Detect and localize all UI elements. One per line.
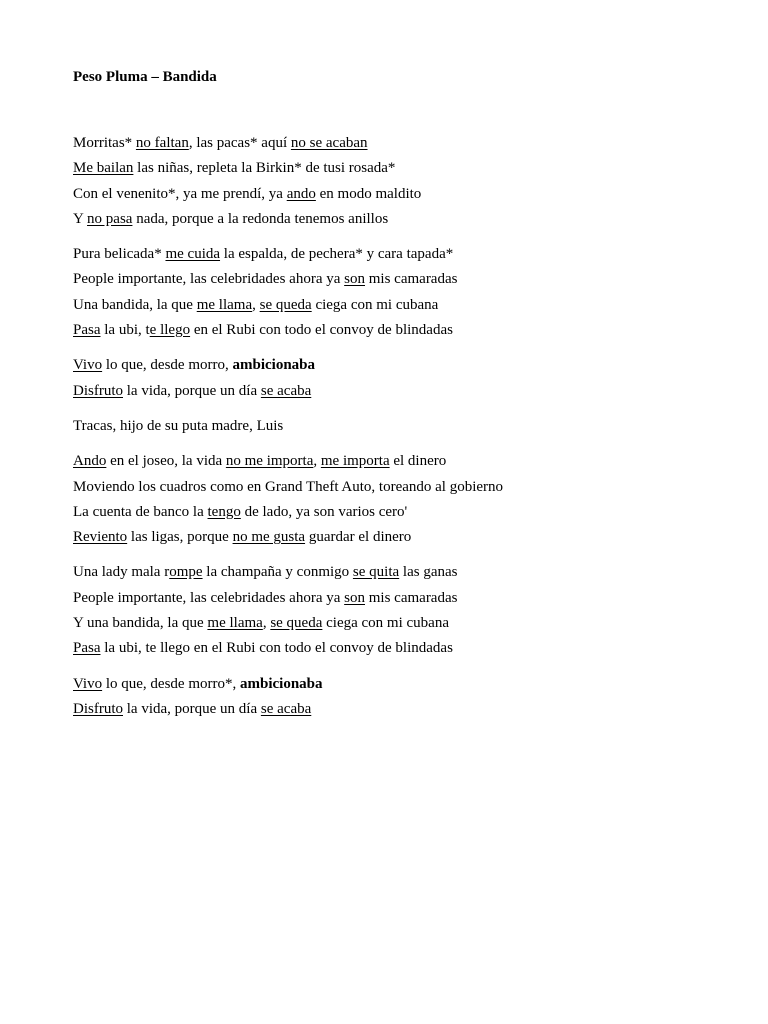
underlined-text: Ando: [73, 453, 107, 470]
text-segment: La cuenta de banco la: [73, 503, 208, 520]
text-segment: en el Rubi con todo el convoy de blindadas: [190, 322, 453, 339]
text-segment: ciega con mi cubana: [311, 296, 439, 313]
lyric-line: [73, 697, 713, 722]
text-segment: ,: [252, 296, 260, 313]
underlined-text: Me bailan: [73, 160, 134, 177]
stanza: [73, 242, 713, 343]
stanza: [73, 353, 713, 404]
lyric-line: [73, 636, 713, 661]
text-segment: mis camaradas: [365, 271, 458, 288]
text-segment: en modo maldito: [315, 185, 422, 202]
underlined-text: Vivo: [73, 675, 103, 692]
bold-text: ambicionaba: [232, 357, 316, 374]
underlined-text: no me importa: [225, 453, 314, 470]
underlined-text: son: [344, 589, 365, 606]
text-segment: ciega con mi cubana: [322, 615, 449, 632]
text-segment: ,: [262, 615, 271, 632]
lyric-line: [73, 475, 713, 500]
text-segment: la vida, porque un día: [123, 700, 261, 717]
lyric-line: [73, 131, 713, 156]
underlined-text: no me gusta: [232, 529, 306, 546]
text-segment: la ubi, te llego en el Rubi con todo el convoy de blindadas: [100, 640, 453, 657]
text-segment: Una lady mala r: [73, 564, 170, 581]
text-segment: guardar el dinero: [305, 529, 412, 546]
text-segment: lo que, desde morro*,: [102, 675, 240, 692]
underlined-text: no pasa: [87, 210, 133, 227]
text-segment: la champaña y conmigo: [202, 564, 353, 581]
text-segment: la espalda, de pechera* y cara tapada*: [220, 246, 454, 263]
stanza: [73, 672, 713, 723]
stanza: [73, 449, 713, 550]
text-segment: nada, porque a la redonda tenemos anillos: [132, 210, 389, 227]
underlined-text: son: [344, 271, 365, 288]
text-segment: la ubi, t: [100, 322, 150, 339]
text-segment: Y una bandida, la que: [73, 615, 208, 632]
text-segment: el dinero: [389, 453, 447, 470]
lyric-line: [73, 156, 713, 181]
lyric-line: [73, 182, 713, 207]
lyric-line: [73, 267, 713, 292]
text-segment: Una bandida, la que: [73, 296, 197, 313]
document-title: Peso Pluma – Bandida: [73, 69, 217, 85]
text-segment: en el joseo, la vida: [106, 453, 226, 470]
underlined-text: ompe: [169, 564, 203, 581]
text-segment: People importante, las celebridades ahora ya: [73, 271, 345, 288]
text-segment: Morritas*: [73, 135, 136, 151]
bold-text: ambicionaba: [240, 675, 323, 692]
underlined-text: no faltan: [135, 135, 189, 151]
text-segment: Moviendo los cuadros como en Grand Theft Auto, toreando al gobierno: [73, 478, 504, 495]
lyric-line: [73, 379, 713, 404]
underlined-text: me cuida: [165, 246, 221, 263]
text-segment: Y: [73, 210, 88, 227]
lyric-line: [73, 242, 713, 267]
underlined-text: me importa: [320, 453, 390, 470]
underlined-text: ando: [286, 185, 316, 202]
text-segment: mis camaradas: [365, 589, 458, 606]
underlined-text: tengo: [207, 503, 241, 520]
underlined-text: Pasa: [73, 322, 101, 339]
lyric-line: [73, 353, 713, 378]
underlined-text: me llama: [207, 615, 263, 632]
text-segment: las niñas, repleta la Birkin* de tusi rosada*: [133, 160, 396, 177]
underlined-text: se queda: [270, 615, 323, 632]
lyric-line: [73, 449, 713, 474]
lyric-line: [73, 525, 713, 550]
stanza: [73, 131, 713, 232]
lyric-line: [73, 586, 713, 611]
text-segment: de lado, ya son varios cero': [240, 503, 408, 520]
document-page: [73, 66, 713, 732]
lyric-line: [73, 293, 713, 318]
text-segment: , las pacas* aquí: [188, 135, 291, 151]
stanza: [73, 414, 713, 439]
lyric-line: [73, 672, 713, 697]
text-segment: las ligas, porque: [127, 529, 233, 546]
underlined-text: Pasa: [73, 640, 101, 657]
underlined-text: se acaba: [260, 700, 312, 717]
underlined-text: Disfruto: [73, 700, 123, 717]
text-segment: las ganas: [399, 564, 458, 581]
text-segment: Con el venenito*, ya me prendí, ya: [73, 185, 287, 202]
text-segment: lo que, desde morro,: [102, 357, 233, 374]
underlined-text: se acaba: [260, 382, 312, 399]
underlined-text: me llama: [196, 296, 253, 313]
text-segment: ,: [313, 453, 321, 470]
lyric-line: [73, 500, 713, 525]
underlined-text: se quita: [352, 564, 400, 581]
text-segment: Tracas, hijo de su puta madre, Luis: [73, 417, 284, 434]
underlined-text: Reviento: [73, 529, 128, 546]
stanza: [73, 560, 713, 661]
underlined-text: se queda: [259, 296, 312, 313]
underlined-text: no se acaban: [290, 135, 368, 151]
underlined-text: e llego: [149, 322, 191, 339]
underlined-text: Disfruto: [73, 382, 123, 399]
lyric-line: [73, 611, 713, 636]
lyrics-body: [73, 131, 713, 722]
lyric-line: [73, 207, 713, 232]
text-segment: la vida, porque un día: [123, 382, 261, 399]
lyric-line: [73, 318, 713, 343]
lyric-line: [73, 414, 713, 439]
lyric-line: [73, 560, 713, 585]
underlined-text: Vivo: [73, 357, 103, 374]
text-segment: Pura belicada*: [73, 246, 166, 263]
text-segment: People importante, las celebridades ahora ya: [73, 589, 345, 606]
